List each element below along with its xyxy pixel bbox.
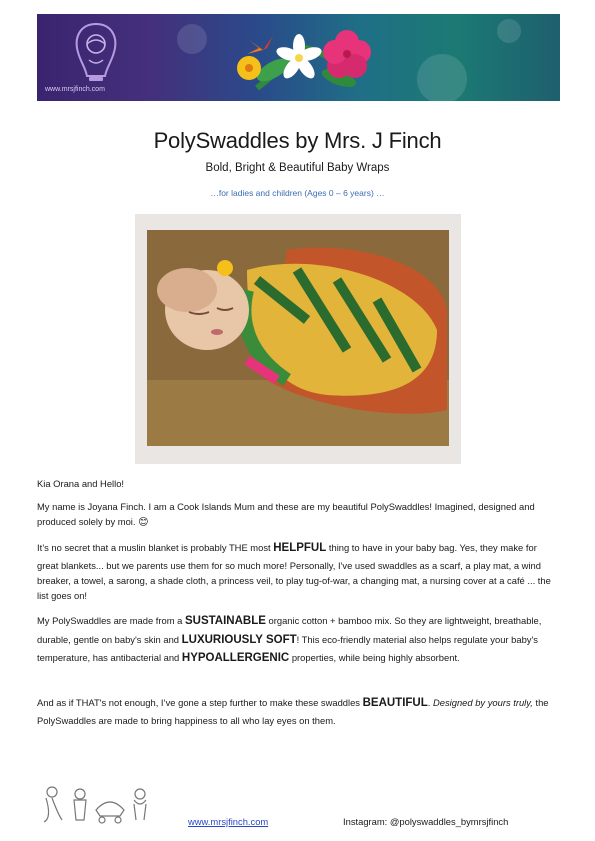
design-text-a: And as if THAT's not enough, I’ve gone a step further to make these swaddles <box>37 697 363 708</box>
smile-emoji-icon: 😊 <box>138 517 149 529</box>
material-text-d: properties, while being highly absorbent. <box>289 652 460 664</box>
helpful-emphasis: HELPFUL <box>273 542 327 554</box>
greeting-text: Kia Orana and Hello! <box>37 478 125 489</box>
header-banner <box>37 14 560 101</box>
banner-texture <box>177 24 207 54</box>
muslin-text-a: It’s no secret that a muslin blanket is probably THE most <box>37 542 274 553</box>
intro-text: My name is Joyana Finch. I am a Cook Islands Mum and these are my beautiful PolySwaddles! Imagined, designed and produced solely by moi. <box>37 501 535 528</box>
baby-photo <box>147 230 449 446</box>
sustainable-emphasis: SUSTAINABLE <box>184 615 266 627</box>
material-paragraph <box>37 612 559 668</box>
soft-emphasis: LUXURIOUSLY SOFT <box>181 633 297 646</box>
material-text-b: organic cotton + bamboo mix. So they are lightweight, breathable, durable, gentle on baby's skin and <box>37 615 542 645</box>
material-text-a: My PolySwaddles are made from a <box>37 615 185 626</box>
intro-paragraph <box>37 499 559 531</box>
hypoallergenic-emphasis: HYPOALLERGENIC <box>181 652 290 665</box>
page-tagline: …for ladies and children (Ages 0 – 6 years) … <box>210 188 385 198</box>
design-text-b: . <box>427 697 433 708</box>
greeting-paragraph <box>37 476 559 491</box>
material-text-c: ! This eco-friendly material also helps regulate your baby's temperature, has antibacterial and <box>37 633 538 664</box>
tropical-flowers-icon <box>227 18 387 101</box>
design-text-c: the PolySwaddles are made to bring happiness to all who lay eyes on them. <box>37 697 549 726</box>
baby-sketch-icons <box>40 784 160 824</box>
instagram-handle: Instagram: @polyswaddles_bymrsjfinch <box>343 816 509 827</box>
mrs-j-finch-logo-icon <box>69 20 123 90</box>
website-link[interactable]: www.mrsjfinch.com <box>188 816 269 827</box>
banner-texture <box>497 19 521 43</box>
swaddled-baby-image <box>147 230 449 446</box>
baby-photo-frame <box>135 214 461 464</box>
banner-texture <box>417 54 467 101</box>
muslin-text-b: thing to have in your baby bag. Yes, they make for great blankets... but we parents use them for so much more! Personally, I've used swaddles as a scarf, a play mat, a wind breaker, a towel, a sarong, a shade cloth, a princess veil, to play tug-of-war, a changing mat, a nursing cover at a café ... the list goes on! <box>37 542 551 602</box>
design-paragraph <box>37 694 559 728</box>
page-subtitle: Bold, Bright & Beautiful Baby Wraps <box>205 162 390 174</box>
designed-by-italic: Designed by yours truly, <box>432 697 533 708</box>
banner-url: www.mrsjfinch.com <box>45 86 105 93</box>
muslin-paragraph <box>37 539 559 603</box>
beautiful-emphasis: BEAUTIFUL <box>362 697 428 709</box>
page-title: PolySwaddles by Mrs. J Finch <box>153 128 442 153</box>
